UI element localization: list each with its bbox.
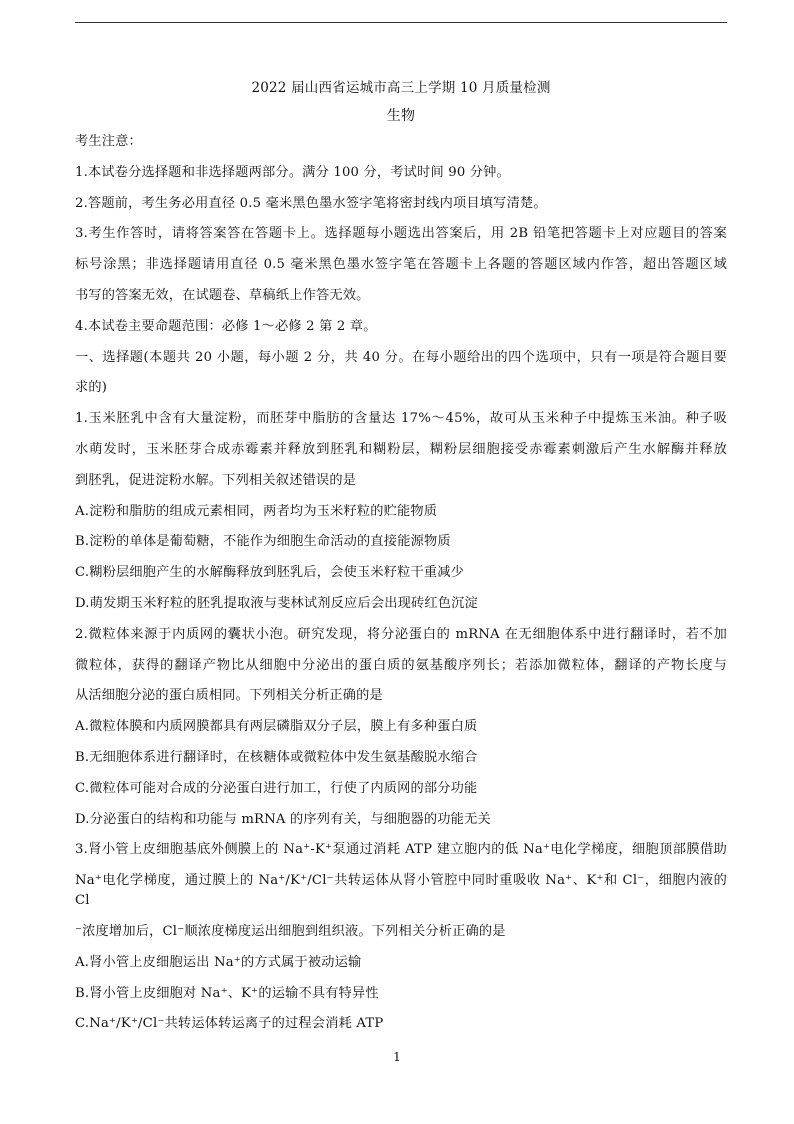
question-1-option-d: D.萌发期玉米籽粒的胚乳提取液与斐林试剂反应后会出现砖红色沉淀 bbox=[75, 595, 478, 611]
question-2-option-b: B.无细胞体系进行翻译时，在核糖体或微粒体中发生氨基酸脱水缩合 bbox=[75, 749, 478, 765]
question-2-stem-line-1: 2.微粒体来源于内质网的囊状小泡。研究发现，将分泌蛋白的 mRNA 在无细胞体系中进行翻译时，若不加 bbox=[75, 626, 727, 642]
question-2-stem-line-2: 微粒体，获得的翻译产物比从细胞中分泌出的蛋白质的氨基酸序列长；若添加微粒体，翻译的产物长度与 bbox=[75, 657, 727, 673]
question-3-option-a: A.肾小管上皮细胞运出 Na⁺的方式属于被动运输 bbox=[75, 954, 362, 970]
question-2-option-a: A.微粒体膜和内质网膜都具有两层磷脂双分子层，膜上有多种蛋白质 bbox=[75, 719, 478, 735]
question-2-stem-line-3: 从活细胞分泌的蛋白质相同。下列相关分析正确的是 bbox=[75, 688, 383, 704]
question-1-stem-line-3: 到胚乳，促进淀粉水解。下列相关叙述错误的是 bbox=[75, 472, 357, 488]
subject-title: 生物 bbox=[386, 108, 416, 124]
notice-item-4 bbox=[75, 317, 727, 337]
question-2-option-d: D.分泌蛋白的结构和功能与 mRNA 的序列有关，与细胞器的功能无关 bbox=[75, 811, 491, 827]
header-rule bbox=[75, 22, 727, 23]
section-heading-line-1: 一、选择题(本题共 20 小题，每小题 2 分，共 40 分。在每小题给出的四个选项中，只有一项是符合题目要 bbox=[75, 349, 727, 365]
notice-item-2-line-1: 2.答题前，考生务必用直径 0.5 毫米黑色墨水签字笔将密封线内项目填写清楚。 bbox=[75, 195, 547, 211]
notice-heading: 考生注意： bbox=[75, 134, 142, 149]
question-1-option-a: A.淀粉和脂肪的组成元素相同，两者均为玉米籽粒的贮能物质 bbox=[75, 503, 438, 519]
notice-item-3 bbox=[75, 224, 727, 306]
question-1-stem-line-1: 1.玉米胚乳中含有大量淀粉，而胚芽中脂肪的含量达 17%～45%，故可从玉米种子中提炼玉米油。种子吸 bbox=[75, 411, 727, 427]
question-1-stem-line-2: 水萌发时，玉米胚芽合成赤霉素并释放到胚乳和糊粉层，糊粉层细胞接受赤霉素刺激后产生水解酶并释放 bbox=[75, 441, 727, 457]
question-1-option-b: B.淀粉的单体是葡萄糖，不能作为细胞生命活动的直接能源物质 bbox=[75, 534, 451, 550]
section-heading bbox=[75, 348, 727, 399]
question-3-stem-line-2: Na⁺电化学梯度，通过膜上的 Na⁺/K⁺/Cl⁻共转运体从肾小管腔中同时重吸收 Na⁺、K⁺和 Cl⁻，细胞内液的 Cl bbox=[75, 873, 727, 909]
question-3-stem-line-1: 3.肾小管上皮细胞基底外侧膜上的 Na⁺-K⁺泵通过消耗 ATP 建立胞内的低 Na⁺电化学梯度，细胞顶部膜借助 bbox=[75, 842, 727, 858]
section-heading-line-2: 求的) bbox=[75, 380, 108, 396]
exam-title: 2022 届山西省运城市高三上学期 10 月质量检测 bbox=[251, 80, 551, 96]
notice-item-3-line-1: 3.考生作答时，请将答案答在答题卡上。选择题每小题选出答案后，用 2B 铅笔把答题卡上对应题目的答案 bbox=[75, 226, 727, 242]
question-3-option-b: B.肾小管上皮细胞对 Na⁺、K⁺的运输不具有特异性 bbox=[75, 985, 379, 1001]
question-3-stem-line-3: ⁻浓度增加后，Cl⁻顺浓度梯度运出细胞到组织液。下列相关分析正确的是 bbox=[75, 923, 506, 939]
notice-item-1 bbox=[75, 163, 727, 183]
notice-item-4-line-1: 4.本试卷主要命题范围：必修 1～必修 2 第 2 章。 bbox=[75, 318, 377, 334]
notice-item-3-line-3: 书写的答案无效，在试题卷、草稿纸上作答无效。 bbox=[75, 287, 370, 303]
page-number: 1 bbox=[393, 1050, 401, 1064]
question-1-stem bbox=[75, 409, 727, 491]
notice-item-2 bbox=[75, 194, 727, 214]
notice-item-1-line-1: 1.本试卷分选择题和非选择题两部分。满分 100 分，考试时间 90 分钟。 bbox=[75, 164, 510, 180]
question-2-option-c: C.微粒体可能对合成的分泌蛋白进行加工，行使了内质网的部分功能 bbox=[75, 780, 478, 796]
notice-item-3-line-2: 标号涂黑；非选择题请用直径 0.5 毫米黑色墨水签字笔在答题卡上各题的答题区域内作答，超出答题区域 bbox=[75, 257, 727, 273]
question-1-option-c: C.糊粉层细胞产生的水解酶释放到胚乳后，会使玉米籽粒干重减少 bbox=[75, 565, 465, 581]
question-3-stem bbox=[75, 840, 727, 942]
question-3-option-c: C.Na⁺/K⁺/Cl⁻共转运体转运离子的过程会消耗 ATP bbox=[75, 1016, 384, 1032]
exam-document bbox=[75, 78, 727, 1045]
question-2-stem bbox=[75, 625, 727, 707]
